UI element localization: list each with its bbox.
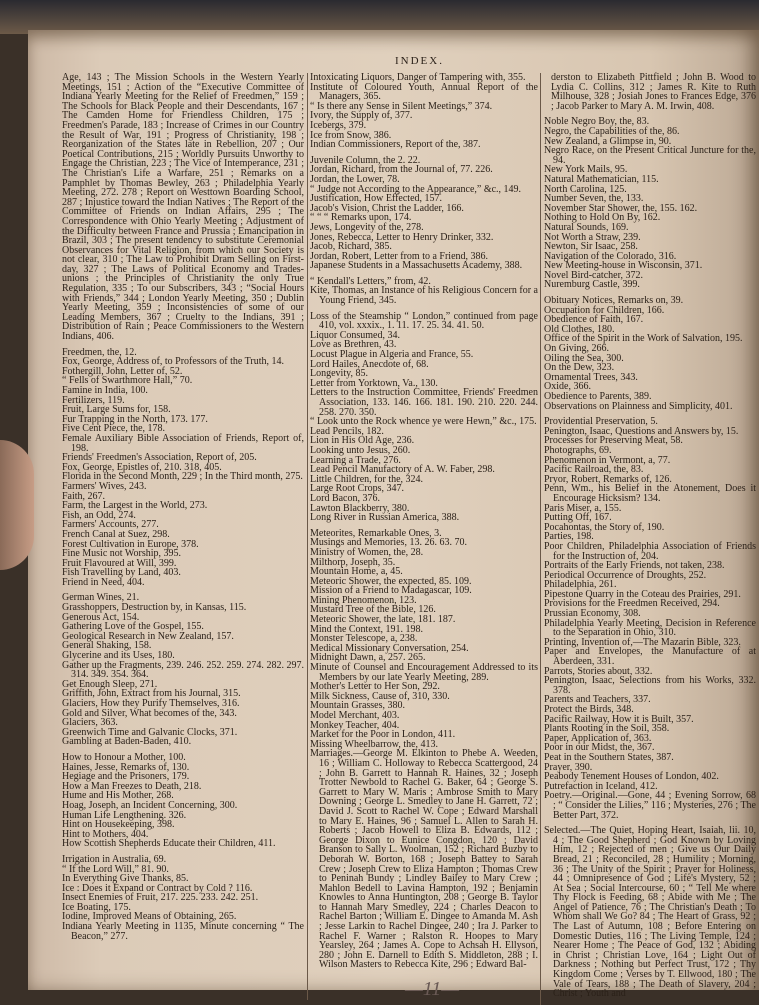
index-entry: Fish, an Odd, 274. [62, 509, 136, 521]
index-entry: Parrots, Stories about, 332. [544, 665, 653, 677]
index-entry: Lead Pencil Manufactory of A. W. Faber, 298. [310, 464, 495, 476]
index-entry: Prayer, 390. [544, 761, 593, 773]
index-entry: Providential Preservation, 5. [544, 416, 658, 428]
index-entry: Number Seven, the, 133. [544, 193, 644, 205]
index-entry: Loss of the Steamship “ London,” continued from page 410, vol. xxxix., 1. 11. 17. 25. 34. 41. 50. [310, 310, 538, 332]
index-entry: Plants Rooting in the Soil, 358. [544, 723, 670, 735]
index-entry: Justification, How Effected, 157. [310, 193, 443, 205]
index-entry: Printing, Invention of,—The Mazarin Bible, 323. [544, 636, 741, 648]
index-entry: Indiana Yearly Meeting in 1135, Minute concerning “ The Beacon,” 277. [62, 921, 304, 942]
index-entry: Monkey Teacher, 404. [310, 719, 400, 731]
index-entry: Peat in the Southern States, 387. [544, 751, 674, 763]
index-entry: Glycerine and its Uses, 180. [62, 650, 175, 662]
index-entry: General Shaking, 158. [62, 640, 152, 652]
index-column-1 [62, 73, 304, 947]
index-entry: New Zealand, a Glimpse in, 90. [544, 135, 672, 147]
index-entry: Longevity, 85. [310, 368, 368, 380]
index-entry: North Carolina, 125. [544, 183, 627, 195]
index-entry: “ If the Lord Will,” 81. 90. [62, 863, 169, 875]
index-entry: Pryor, Robert, Remarks of, 126. [544, 473, 672, 485]
index-entry: “ “ “ Remarks upon, 174. [310, 212, 412, 224]
index-entry: Mountain Home, a, 45. [310, 566, 403, 578]
index-entry: Learning a Trade, 276. [310, 454, 401, 466]
index-entry: Lead Pencils, 182. [310, 425, 384, 437]
index-letter-group [310, 156, 538, 271]
index-entry: Gold and Silver, What becomes of the, 343. [62, 707, 237, 719]
index-entry: Ornamental Trees, 343. [544, 371, 638, 383]
index-entry: Five Cent Piece, the, 178. [62, 423, 166, 435]
index-entry: Lawton Blackberry, 380. [310, 502, 410, 514]
index-entry: Mustard Tree of the Bible, 126. [310, 604, 436, 616]
index-entry: Missing Wheelbarrow, the, 413. [310, 738, 439, 750]
index-entry: Oxide, 366. [544, 381, 591, 393]
index-letter-group [62, 855, 304, 941]
index-entry: Pocahontas, the Story of, 190. [544, 521, 665, 533]
index-entry: Farmers' Accounts, 277. [62, 519, 159, 531]
index-entry: Nuremburg Castle, 399. [544, 279, 640, 291]
index-entry: Monster Telescope, a, 238. [310, 633, 418, 645]
index-entry: Lord Bacon, 376. [310, 492, 380, 504]
index-entry: Jacob's Vision, Christ the Ladder, 166. [310, 202, 464, 214]
index-letter-group [544, 73, 756, 111]
index-entry: Ice Boating, 175. [62, 901, 131, 913]
index-entry: Obituary Notices, Remarks on, 39. [544, 295, 684, 307]
index-entry: Phenomenon in Vermont, a, 77. [544, 454, 671, 466]
index-entry: Ministry of Women, the, 28. [310, 546, 424, 558]
index-entry: Fruit Flavoured at Will, 399. [62, 557, 177, 569]
index-entry: Minute of Counsel and Encouragement Addressed to its Members by our late Yearly Meeting, 289. [310, 662, 538, 683]
index-entry: Faith, 267. [62, 490, 106, 502]
index-entry: Medical Missionary Conversation, 254. [310, 642, 469, 654]
handwritten-page-number: —11— [405, 978, 460, 1001]
index-entry: Selected.—The Quiet, Hoping Heart, Isaiah, lii. 10, 4 ; The Good Shepherd ; God Known by Loving Him, 12 ; Rejected of men ; Give us Our Daily Bread, 21 ; Reconciled, 28 ; Humility ; Morning, 36 ; The Unity of the Spirit ; Prayer for Holiness, 44 ; Omnipresence of God ; Life's Mystery, 52 ; At Sea ; Social Intercourse, 60 ; “ Tell Me where Thy Flock is Feeding, 68 ; Abide with Me ; The Angel of Patience, 76 ; The Christian's Death ; To Whom shall We Go? 84 ; The Heart of Grass, 92 ; The Last of Autumn, 108 ; Before Entering on Domestic Duties, 116 ; The Living Temple, 124 ; Nearer Home ; The Peace of God, 132 ; Abiding in Christ ; Christian Love, 164 ; Light Out of Darkness ; Nothing but Perfect Trust, 172 ; Thy Kingdom Come ; Verses by T. Ellwood, 180 ; The Vale of Tears, 188 ; The Death of Slavery, 204 ; Christ ; Youth and [544, 825, 756, 1000]
index-entry: Gambling at Baden-Baden, 410. [62, 736, 192, 748]
index-letter-group [544, 117, 756, 290]
index-entry: Meteoric Shower, the expected, 85. 109. [310, 575, 472, 587]
index-entry: “ Is there any Sense in Silent Meetings,” 374. [310, 100, 493, 112]
index-entry: Large Root Crops, 347. [310, 483, 404, 495]
index-column-2 [307, 73, 538, 1000]
index-entry: Forest Cultivation in Europe, 378. [62, 538, 199, 550]
index-entry: Letters to the Instruction Committee, Friends' Freedmen Association, 133. 146. 166. 181. 190. 210. 220. 244. 258. 270. 350. [310, 387, 538, 418]
index-entry: Glaciers, How they Purify Themselves, 316. [62, 698, 240, 709]
page-title: INDEX. [395, 55, 444, 67]
index-entry: Pacific Railroad, the, 83. [544, 464, 644, 476]
index-entry: Noble Negro Boy, the, 83. [544, 116, 650, 128]
index-entry: Milk Sickness, Cause of, 310, 330. [310, 690, 450, 702]
index-entry: Pacific Railway, How it is Built, 357. [544, 713, 694, 725]
index-entry: Icebergs, 379. [310, 119, 367, 131]
index-entry: Oiling the Sea, 300. [544, 352, 624, 364]
index-entry: Mission of a Friend to Madagascar, 109. [310, 585, 472, 597]
index-entry: Office of the Spirit in the Work of Salvation, 195. [544, 333, 743, 345]
index-letter-group [62, 593, 304, 747]
index-entry: Glaciers, 363. [62, 717, 118, 729]
index-entry: On the Dew, 323. [544, 362, 615, 374]
index-entry: Paris Miser, a, 155. [544, 502, 622, 514]
index-entry: In Everything Give Thanks, 85. [62, 873, 189, 885]
index-entry: Little Children, for the, 324. [310, 473, 424, 485]
index-entry: Observations on Plainness and Simplicity, 401. [544, 400, 733, 412]
index-entry: Japanese Students in a Massachusetts Academy, 388. [310, 260, 523, 272]
thumb [0, 440, 34, 570]
index-entry: Fox, George, Address of, to Professors of the Truth, 14. [62, 356, 285, 368]
index-letter-group [544, 417, 756, 820]
index-letter-group [310, 73, 538, 150]
index-entry: Freedmen, the, 12. [62, 346, 137, 358]
index-entry: Juvenile Column, the 2. 22. [310, 154, 421, 166]
index-entry: Jordan, Richard, from the Journal of, 77. 226. [310, 164, 493, 176]
index-entry: Parents and Teachers, 337. [544, 694, 651, 706]
index-entry: Penington, Isaac, Questions and Answers by, 15. [544, 425, 739, 437]
index-entry: Poor Children, Philadelphia Association of Friends for the Instruction of, 204. [544, 540, 756, 562]
index-entry: Kite, Thomas, an Instance of his Religious Concern for a Young Friend, 345. [310, 285, 538, 307]
index-entry: German Wines, 21. [62, 592, 140, 604]
index-entry: Meteorites, Remarkable Ones, 3. [310, 527, 442, 539]
index-entry: Jews, Longevity of the, 278. [310, 221, 424, 233]
index-entry: Love as Brethren, 43. [310, 339, 397, 351]
index-entry: Fothergill, John, Letter of, 52. [62, 365, 183, 377]
index-entry: Long River in Russian America, 388. [310, 512, 460, 524]
index-entry: Female Auxiliary Bible Association of Friends, Report of, 198. [62, 432, 304, 454]
index-entry: On Giving, 266. [544, 343, 609, 355]
index-entry: Photographs, 69. [544, 444, 612, 456]
index-entry: Periodical Occurrence of Droughts, 252. [544, 569, 707, 581]
index-entry: Philadelphia, 261. [544, 579, 617, 591]
index-entry: Novel Bird-catcher, 372. [544, 269, 644, 281]
index-entry: New Meeting-house in Wisconsin, 371. [544, 260, 703, 272]
index-entry: Fox, George, Epistles of, 210. 318, 405. [62, 461, 222, 473]
index-entry: Jacob, Richard, 385. [310, 241, 392, 253]
index-entry: Meteoric Shower, the late, 181. 187. [310, 614, 456, 626]
index-entry: Jones, Rebecca, Letter to Henry Drinker, 332. [310, 231, 494, 243]
index-entry: Obedience to Parents, 389. [544, 391, 652, 402]
index-entry: Indian Commissioners, Report of the, 387. [310, 139, 481, 151]
index-letter-group [62, 73, 304, 342]
index-letter-group [310, 529, 538, 970]
index-entry: How Scottish Shepherds Educate their Children, 411. [62, 838, 276, 850]
index-entry: Ivory, the Supply of, 377. [310, 110, 413, 122]
index-entry: Greenwich Time and Galvanic Clocks, 371. [62, 726, 238, 738]
index-letter-group [310, 312, 538, 523]
index-entry: Hint on Housekeeping, 398. [62, 819, 175, 831]
index-entry: Midnight Dawn, a, 257. 265. [310, 652, 426, 664]
index-entry: Fish Travelling by Land, 403. [62, 567, 181, 579]
index-entry: Locust Plague in Algeria and France, 55. [310, 349, 474, 361]
index-entry: Lord Hailes, Anecdote of, 68. [310, 358, 429, 370]
index-entry: How to Honour a Mother, 100. [62, 751, 186, 763]
index-column-3 [540, 73, 756, 1005]
index-entry: Nothing to Hold On By, 162. [544, 212, 661, 224]
index-entry: Peabody Tenement Houses of London, 402. [544, 771, 719, 783]
index-entry: Hoag, Joseph, an Incident Concerning, 300. [62, 799, 238, 811]
index-entry: Get Enough Sleep, 271. [62, 678, 158, 690]
index-entry: Paper, Application of, 363. [544, 732, 652, 744]
index-entry: Fruit, Large Sums for, 158. [62, 404, 171, 416]
index-entry: Insect Enemies of Fruit, 217. 225. 233. 242. 251. [62, 892, 259, 904]
index-entry: Prussian Economy, 308. [544, 608, 641, 620]
index-entry: Penn, Wm., his Belief in the Atonement, Does it Encourage Hicksism? 134. [544, 483, 756, 504]
index-entry: Iodine, Improved Means of Obtaining, 265. [62, 911, 237, 923]
index-entry: Grasshoppers, Destruction by, in Kansas, 115. [62, 602, 247, 614]
index-entry: Obedience of Faith, 167. [544, 314, 644, 326]
index-entry: Newton, Sir Isaac, 258. [544, 241, 638, 253]
index-letter-group [544, 296, 756, 411]
index-entry: Philadelphia Yearly Meeting, Decision in Reference to the Separation in Ohio, 310. [544, 617, 756, 639]
background-edge [0, 0, 759, 34]
index-entry: “ Look unto the Rock whence ye were Hewn,” &c., 175. [310, 416, 537, 428]
index-entry: Marriages.—George M. Elkinton to Phebe A. Weeden, 16 ; William C. Holloway to Rebecca Scattergood, 24 ; John B. Garrett to Hannah R. Haines, 32 ; Joseph Trotter Newbold to Rachel G. Baker, 64 ; George S. Garrett to Mary W. Maris ; Ambrose Smith to Mary Downing ; George L. Smedley to Jane H. Garrett, 72 ; David J. Scott to Rachel W. Cope ; Edward Marshall to Mary E. Haines, 96 ; Samuel L. Allen to Sarah H. Roberts ; Jacob Howell to Eliza B. Edwards, 112 ; George Dixon to Eunice Congdon, 120 ; David Branson to Sally L. Woolman, 152 ; Richard Buzby to Deborah W. Borton, 168 ; Joseph Battey to Sarah Crew ; Joseph Crew to Eliza Hampton ; Thomas Crew to Peninah Bundy ; Lindley Bailey to Mary Crew ; Mahlon Bedell to Lavina Hampton, 192 ; Benjamin Knowles to Anna Huntington, 208 ; George B. Taylor to Hannah Mary Smedley, 224 ; Charles Deacon to Rachel Barton ; William E. Dingee to Amanda M. Ash ; Jesse Larkin to Rachel Dingee, 240 ; Ira J. Parker to Rachel F. Warner ; Ralston R. Hoopes to Mary Yearsley, 264 ; James A. Cope to Achsah H. Ellyson, 280 ; John E. Darnell to Edith S. Middleton, 288 ; I. Wilson Masters to Rebecca Kite, 296 ; Edward Bal- [310, 748, 538, 971]
index-entry: Fertilizers, 119. [62, 394, 125, 406]
index-entry: November Star Shower, the, 155. 162. [544, 202, 698, 214]
index-entry: Friends' Freedmen's Association, Report of, 205. [62, 452, 257, 464]
index-entry: Fine Music not Worship, 395. [62, 548, 182, 560]
index-entry: Generous Act, 154. [62, 611, 140, 623]
index-entry: Hume and His Mother, 268. [62, 790, 174, 802]
index-entry: Navigation of the Colorado, 316. [544, 250, 677, 262]
index-entry: Milthorp, Joseph, 35. [310, 556, 396, 568]
index-entry: derston to Elizabeth Pittfield ; John B. Wood to Lydia C. Collins, 312 ; James R. Kite to Ruth Milhouse, 328 ; Josiah Jones to Frances Edge, 376 ; Jacob Parker to Mary A. M. Irwin, 408. [551, 72, 756, 112]
index-entry: Mother's Letter to Her Son, 292. [310, 681, 440, 693]
index-entry: Ice : Does it Expand or Contract by Cold ? 116. [62, 882, 253, 894]
index-entry: Lion in His Old Age, 236. [310, 435, 415, 447]
index-entry: “ Fells of Swarthmore Hall,” 70. [62, 375, 193, 387]
index-entry: Poor in our Midst, the, 367. [544, 742, 655, 754]
index-entry: Processes for Preserving Meat, 58. [544, 435, 683, 447]
index-entry: How a Man Freezes to Death, 218. [62, 780, 202, 792]
index-entry: Fur Trapping in the North, 173. 177. [62, 413, 208, 425]
index-entry: Natural Mathematician, 115. [544, 173, 659, 185]
index-entry: Old Clothes, 180. [544, 323, 615, 335]
index-entry: Putting Off, 167. [544, 512, 612, 524]
index-entry: Mind the Context, 191. 198. [310, 623, 424, 635]
index-entry: Pipestone Quarry in the Coteau des Prairies, 291. [544, 588, 741, 600]
index-entry: Negro Race, on the Present Critical Juncture for the, 94. [544, 145, 756, 166]
index-entry: Poetry.—Original.—Gone, 44 ; Evening Sorrow, 68 ; “ Consider the Lilies,” 116 ; Mysteries, 276 ; The Better Part, 372. [544, 790, 756, 821]
index-entry: Letter from Yorktown, Va., 130. [310, 377, 438, 389]
index-letter-group [544, 826, 756, 999]
index-entry: Human Life Lengthening. 326. [62, 809, 187, 821]
index-entry: French Canal at Suez, 298. [62, 528, 170, 540]
index-entry: Mining Phenomenon, 123. [310, 594, 417, 606]
index-entry: “ Judge not According to the Appearance,” &c., 149. [310, 183, 522, 195]
index-entry: “ Kendall's Letters,” from, 42. [310, 275, 431, 287]
index-entry: Occupation for Children, 166. [544, 304, 665, 316]
index-entry: Hegiage and the Prisoners, 179. [62, 771, 190, 783]
index-entry: Not Worth a Straw, 239. [544, 231, 641, 243]
index-entry: Geological Research in New Zealand, 157. [62, 630, 234, 642]
index-entry: Market for the Poor in London, 411. [310, 729, 456, 741]
index-entry: Liquor Consumed, 34. [310, 329, 400, 341]
index-entry: Natural Sounds, 169. [544, 221, 629, 233]
index-entry: Farm, the Largest in the World, 273. [62, 500, 208, 512]
index-entry: Haines, Jesse, Remarks of, 130. [62, 761, 190, 773]
index-letter-group [62, 348, 304, 588]
index-entry: Famine in India, 100. [62, 385, 148, 396]
index-entry: Negro, the Capabilities of the, 86. [544, 125, 680, 137]
index-entry: Gather up the Fragments, 239. 246. 252. 259. 274. 282. 297. 314. 349. 354. 364. [62, 659, 304, 681]
index-entry: Farmers' Wives, 243. [62, 480, 147, 492]
index-entry: Paper and Envelopes, the Manufacture of at Aberdeen, 331. [544, 646, 756, 668]
index-entry: Florida in the Second Month, 229 ; In the Third month, 275. [62, 471, 303, 483]
index-entry: Institute of Coloured Youth, Annual Report of the Managers, 365. [310, 81, 538, 103]
index-entry: Penington, Isaac, Selections from his Works, 332. 378. [544, 675, 756, 696]
index-entry: Looking unto Jesus, 260. [310, 444, 411, 456]
index-entry: Hint to Mothers, 404. [62, 828, 149, 840]
index-entry: Friend in Need, 404. [62, 576, 145, 588]
index-entry: Mountain Grasses, 380. [310, 700, 405, 712]
index-entry: Griffith, John, Extract from his Journal, 315. [62, 688, 241, 700]
index-letter-group [62, 753, 304, 849]
index-entry: Gathering Love of the Gospel, 155. [62, 621, 204, 633]
index-entry: Musings and Memories, 13. 26. 63. 70. [310, 537, 467, 549]
index-entry: New York Mails, 95. [544, 164, 628, 176]
index-entry: Intoxicating Liquors, Danger of Tampering with, 355. [310, 72, 526, 83]
index-entry: Portraits of the Early Friends, not taken, 238. [544, 560, 725, 572]
index-entry: Provisions for the Freedmen Received, 294. [544, 598, 720, 610]
index-entry: Jordan, Robert, Letter from to a Friend, 386. [310, 250, 489, 262]
index-entry: Irrigation in Australia, 69. [62, 853, 167, 865]
index-entry: Age, 143 ; The Mission Schools in the Western Yearly Meetings, 151 ; Action of the “Executive Committee of Indiana Yearly Meeting for the Relief of Freedmen,” 159 ; The Schools for Black People and their Descendants, 167 ; The Camden Home for Friendless Children, 175 ; Freedmen's Parade, 183 ; Increase of Crimes in our Country the Result of War, 191 ; Progress of Christianity, 198 ; Reorganization of the States late in Rebellion, 207 ; Our Poetical Contributions, 215 ; Worldly Pursuits Unworthy to Engage the Christian, 223 ; The Vice of Intemperance, 231 ; The Christian's Life a Warfare, 251 ; Remarks on a Pamphlet by Thomas Bewley, 263 ; Philadelphia Yearly Meeting, 272. 278 ; Report on Westtown Boarding School, 287 ; Injustice toward the Indian Natives ; The Report of the Committee of Friends on Indian Affairs, 295 ; The Correspondence with Ohio Yearly Meeting ; Adjustment of the Difficulty between France and Prussia ; Emancipation in Brazil, 303 ; The present tendency to substitute Ceremonial Observances for Vital Religion, from which our Society is not clear, 310 ; The Law to Prohibit Dram Selling on First-day, 327 ; The Laws of Political Economy and Trades-unions ; the Principles of Christianity the only True Regulation, 335 ; To our Subscribers, 343 ; “Social Hours with Friends,” 344 ; London Yearly Meeting, 350 ; Dublin Yearly Meeting, 359 ; Inconsistencies of some of our Leading Members, 367 ; Cruelty to the Indians, 391 ; Distribution of Rain ; Peace Commissioners to the Western Indians, 406. [62, 72, 304, 343]
index-entry: Putrefaction in Iceland, 412. [544, 780, 658, 792]
index-letter-group [310, 277, 538, 306]
index-entry: Jordan, the Lower, 78. [310, 173, 400, 185]
index-entry: Protect the Birds, 348. [544, 704, 634, 715]
index-entry: Model Merchant, 403. [310, 710, 400, 721]
index-entry: Ice from Snow, 386. [310, 129, 392, 141]
index-entry: Parties, 198. [544, 531, 594, 543]
